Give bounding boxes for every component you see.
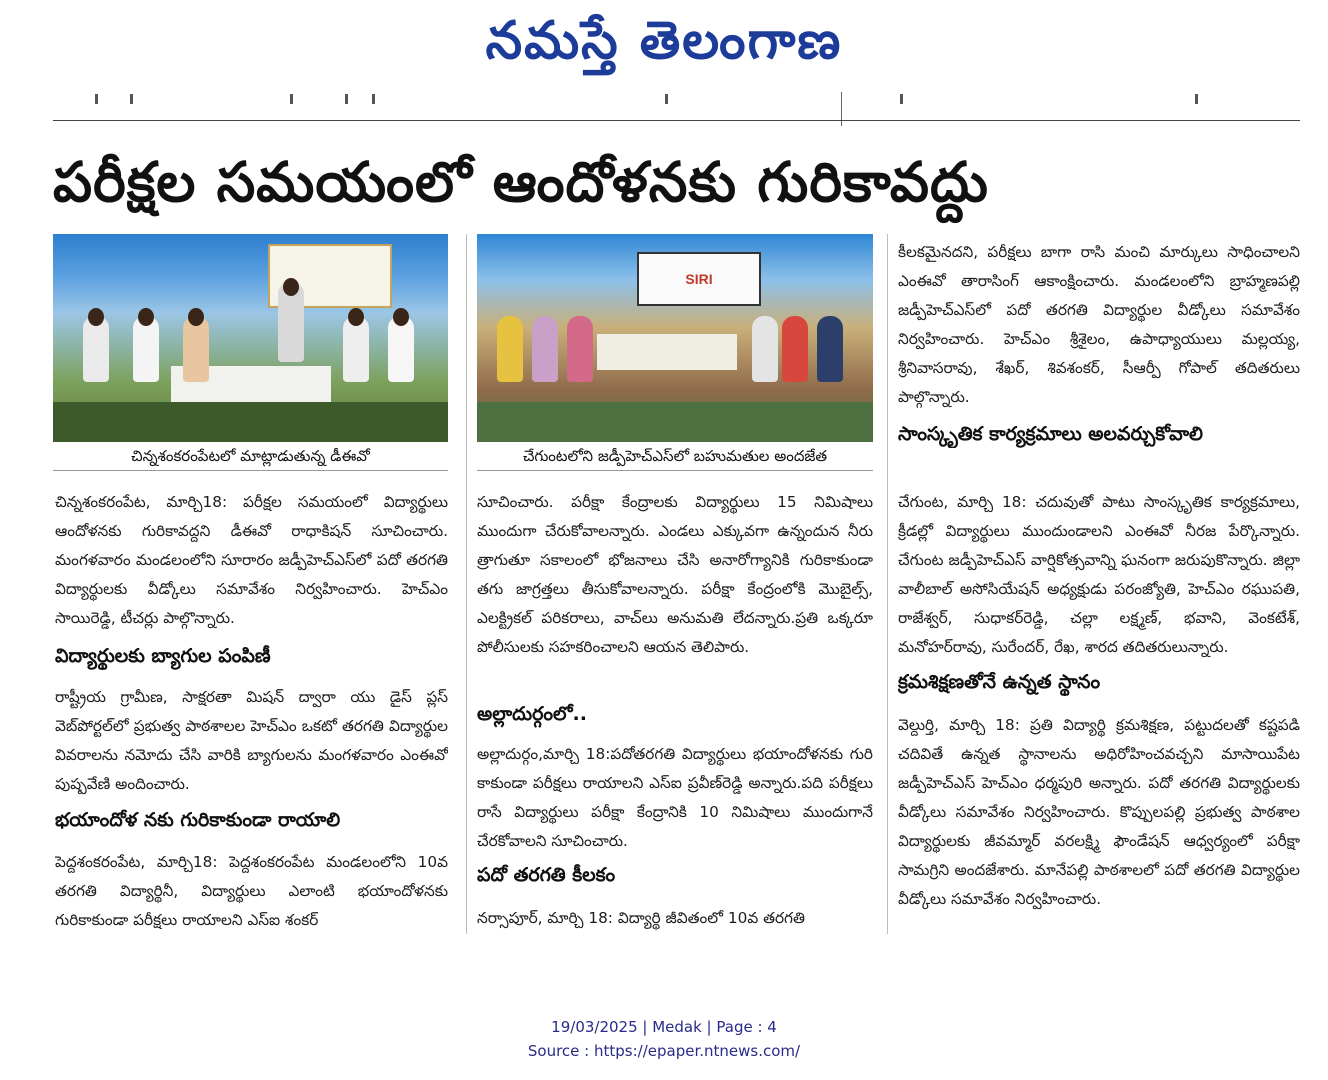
header-rule-mark (345, 94, 348, 104)
prize-table (597, 334, 737, 370)
person-head (138, 308, 154, 326)
photo-deo-speaking (53, 234, 448, 442)
article-subhead: అల్లాదుర్గంలో.. (477, 703, 587, 725)
article-subhead: విద్యార్థులకు బ్యాగుల పంపిణీ (55, 645, 271, 667)
person-head (283, 278, 299, 296)
person-figure (532, 316, 558, 382)
person-head (188, 308, 204, 326)
person-head (348, 308, 364, 326)
article-subhead: పదో తరగతి కీలకం (477, 864, 616, 886)
article-text: వెల్దుర్తి, మార్చి 18: ప్రతి విద్యార్థి క్రమశిక్షణ, పట్టుదలతో కష్టపడి చదివితే ఉన్నత స్థానాలను అధిరోహించవచ్చని మాసాయిపేట జడ్పీహెచ్ఎస్ హెచ్ఎం ధర్మపురి అన్నారు. పదో తరగతి విద్యార్థులకు వీడ్కోలు సమావేశం నిర్వహించారు. కొప్పులపల్లి ప్రభుత్వ పాఠశాల విద్యార్థులకు జీవమ్మార్ వరలక్ష్మి ఫౌండేషన్ ఆధ్వర్యంలో పరీక్షా సామగ్రిని అందజేశారు. మానేపల్లి పాఠశాలలో పదో తరగతి విద్యార్థుల వీడ్కోలు సమావేశం నిర్వహించారు. (898, 716, 1300, 908)
header-rule (53, 120, 1300, 121)
header-rule-mark (130, 94, 133, 104)
photo-caption-right: చేగుంటలోని జడ్పీహెచ్ఎస్‌లో బహుమతుల అందజేత (477, 442, 873, 471)
person-figure (782, 316, 808, 382)
article-text: అల్లాదుర్గం,మార్చి 18:పదోతరగతి విద్యార్థులు భయాందోళనకు గురి కాకుండా పరీక్షలు రాయాలని ఎస్ఐ ప్రవీణ్‌రెడ్డి అన్నారు.పది పరీక్షలు రాసే విద్యార్థులు పరీక్షా కేంద్రానికి 10 నిమిషాలు ముందుగానే చేరకోవాలని సూచించారు. (477, 745, 873, 850)
article-text: చేగుంట, మార్చి 18: చదువుతో పాటు సాంస్కృతిక కార్యక్రమాలు, క్రీడల్లో విద్యార్థులు ముందుండాలని ఎంఈవో నీరజ పేర్కొన్నారు. చేగుంట జడ్పీహెచ్ఎస్ వార్షికోత్సవాన్ని ఘనంగా జరుపుకొన్నారు. జిల్లా వాలీబాల్ అసోసియేషన్ అధ్యక్షుడు పరంజ్యోతి, హెచ్ఎం రఘుపతి, రాజేశ్వర్, సుధాకర్‌రెడ్డి, చల్లా లక్ష్మణ్, భవాని, వెంకటేశ్, మనోహర్‌రావు, సురేందర్, రేఖ, శారద తదితరులున్నారు. (898, 493, 1300, 656)
photo-prize-distribution (477, 234, 873, 442)
article-text: రాష్ట్రీయ గ్రామీణ, సాక్షరతా మిషన్ ద్వారా యు డైస్ ప్లస్ వెబ్‌పోర్టల్‌లో ప్రభుత్వ పాఠశాలల హెచ్ఎం ఒకటో తరగతి విద్యార్థుల వివరాలను నమోదు చేసి వారికి బ్యాగులను మంగళవారం ఎంఈవో పుష్పవేణి అందించారు. (55, 688, 448, 793)
person-figure (497, 316, 523, 382)
headline: పరీక్షల సమయంలో ఆందోళనకు గురికావద్దు (53, 150, 989, 214)
article-text: సూచించారు. పరీక్షా కేంద్రాలకు విద్యార్థులు 15 నిమిషాలు ముందుగా చేరుకోవాలన్నారు. ఎండలు ఎక్కువగా ఉన్నందున నీరు త్రాగుతూ సకాలంలో భోజనాలు చేసి అనారోగ్యానికి గురికాకుండా తగు జాగ్రత్తలు తీసుకోవాలన్నారు. పరీక్షా కేంద్రంలోకి మొబైల్స్, ఎలక్ట్రికల్ పరికరాలు, వాచ్‌లు అనుమతి లేదన్నారు.ప్రతి ఒక్కరూ పోలీసులకు సహకరించాలని ఆయన తెలిపారు. (477, 493, 873, 656)
person-head (393, 308, 409, 326)
article-text: పెద్దశంకరంపేట, మార్చి18: పెద్దశంకరంపేట మండలంలోని 10వ తరగతి విద్యార్థినీ, విద్యార్థులు ఎలాంటి భయాందోళనకు గురికాకుండా పరీక్షలు రాయాలని ఎస్ఐ శంకర్ (55, 853, 448, 929)
ground (477, 402, 873, 442)
header-rule-mark (665, 94, 668, 104)
person-figure (817, 316, 843, 382)
person-figure (752, 316, 778, 382)
article-text: చిన్నశంకరంపేట, మార్చి18: పరీక్షల సమయంలో విద్యార్థులు ఆందోళనకు గురికావద్దని డీఈవో రాధాకిషన్ సూచించారు. మంగళవారం మండలంలోని సూరారం జడ్పీహెచ్ఎస్‌లో పదో తరగతి విద్యార్థులకు వీడ్కోలు సమావేశం నిర్వహించారు. హెచ్ఎం సాయిరెడ్డి, టీచర్లు పాల్గొన్నారు. (55, 493, 448, 627)
header-rule-mark (290, 94, 293, 104)
header-rule-mark (372, 94, 375, 104)
header-rule-mark (900, 94, 903, 104)
article-subhead: క్రమశిక్షణతోనే ఉన్నత స్థానం (898, 671, 1101, 693)
photo-caption-left: చిన్నశంకరంపేటలో మాట్లాడుతున్న డీఈవో (53, 442, 448, 471)
stage-floor (53, 402, 448, 442)
masthead-title: నమస్తే తెలంగాణ (485, 10, 843, 71)
header-rule-mark (1195, 94, 1198, 104)
person-figure (567, 316, 593, 382)
article-text: కీలకమైనదని, పరీక్షలు బాగా రాసి మంచి మార్కులు సాధించాలని ఎంఈవో తారాసింగ్ ఆకాంక్షించారు. మండలంలోని బ్రాహ్మణపల్లి జడ్పీహెచ్ఎస్‌లో పదో తరగతి విద్యార్థుల వీడ్కోలు సమావేశం నిర్వహించారు. హెచ్ఎం శ్రీశైలం, ఉపాధ్యాయులు మల్లయ్య, శ్రీనివాసరావు, శేఖర్, శివశంకర్, సీఆర్పీ గోపాల్ తదితరులు పాల్గొన్నారు. (898, 243, 1300, 406)
article-text: నర్సాపూర్, మార్చి 18: విద్యార్థి జీవితంలో 10వ తరగతి (477, 909, 805, 927)
event-banner (637, 252, 761, 306)
header-rule-mark (95, 94, 98, 104)
article-subhead: భయాందోళ నకు గురికాకుండా రాయాలి (55, 809, 341, 831)
column-divider (887, 234, 888, 934)
event-banner-text: SIRI (685, 271, 713, 287)
person-head (88, 308, 104, 326)
footer-date-edition: 19/03/2025 | Medak | Page : 4 (551, 1018, 777, 1036)
column-divider (466, 234, 467, 934)
footer-source-link[interactable]: Source : https://epaper.ntnews.com/ (527, 1042, 801, 1060)
article-subhead: సాంస్కృతిక కార్యక్రమాలు అలవర్చుకోవాలి (898, 423, 1203, 445)
